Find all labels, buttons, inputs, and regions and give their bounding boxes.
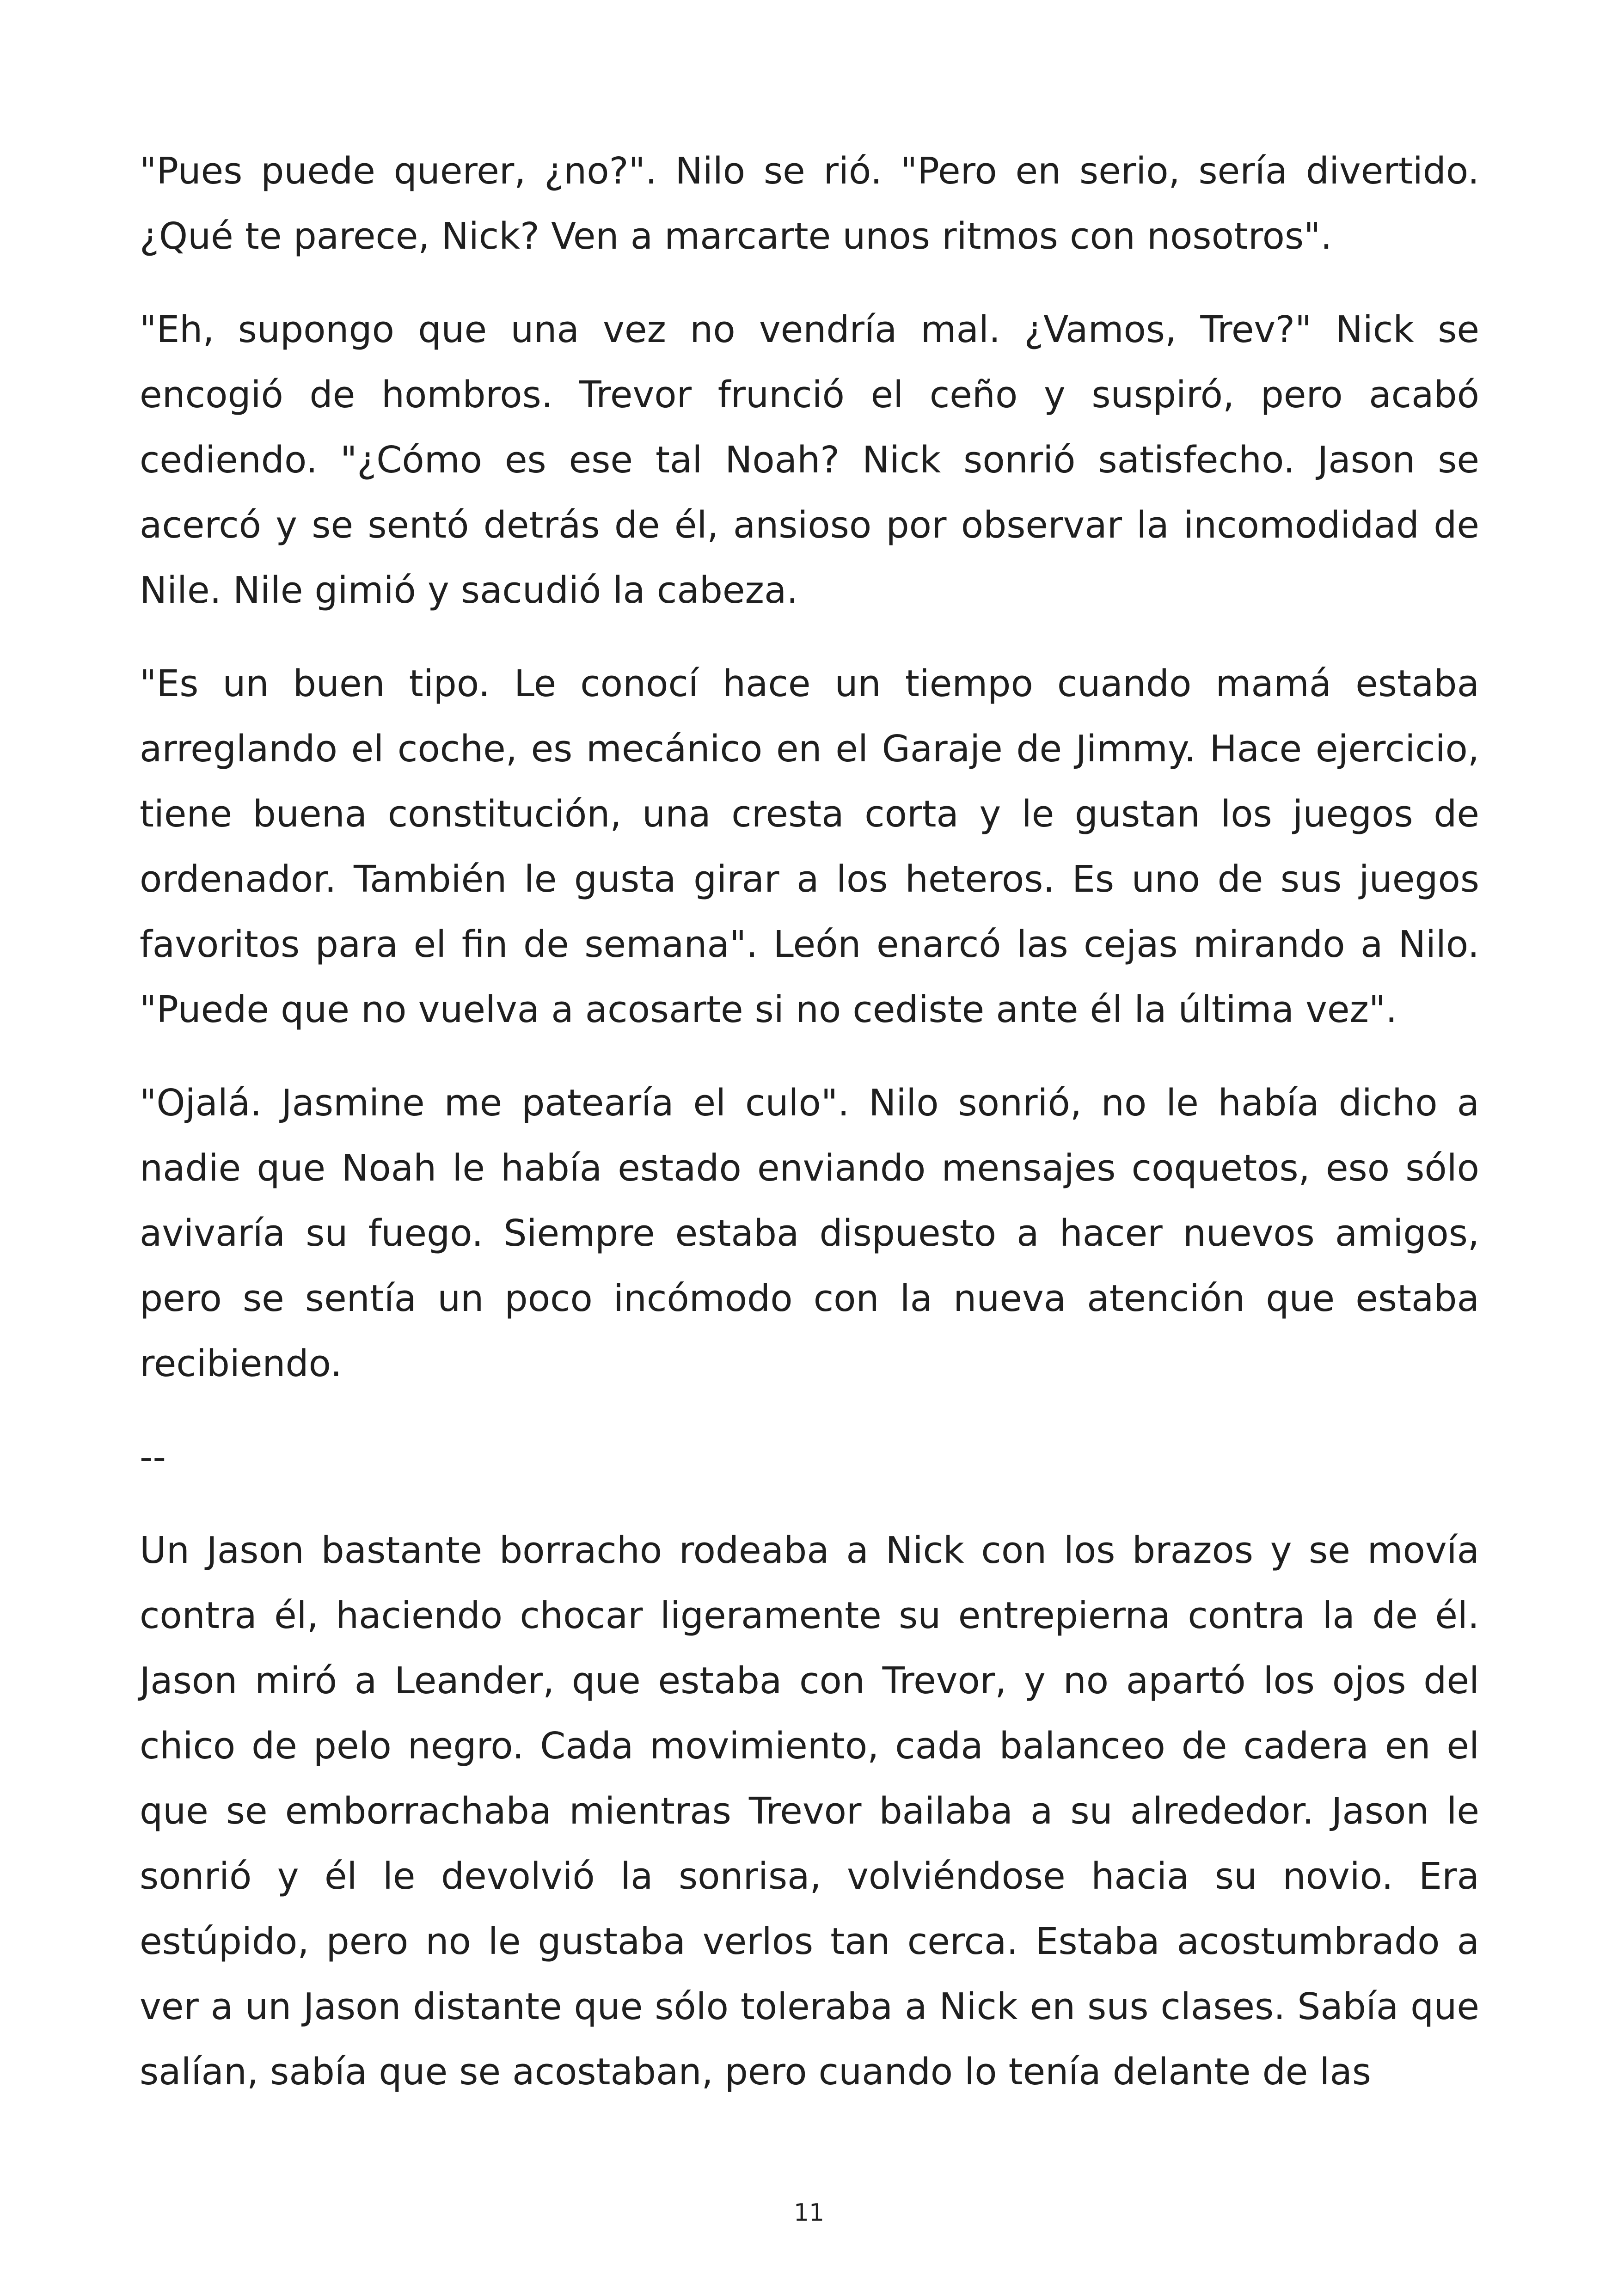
page-number: 11 — [793, 2199, 825, 2227]
paragraph-1: "Pues puede querer, ¿no?". Nilo se rió. "Pero en serio, sería divertido. ¿Qué te parece, Nick? Ven a marcarte unos ritmos con nosotros". — [140, 150, 1479, 257]
paragraph-5: Un Jason bastante borracho rodeaba a Nick con los brazos y se movía contra él, haciendo chocar ligeramente su entrepierna contra la de él. Jason miró a Leander, que estaba con Trevor, y no apartó los ojos del chico de pelo negro. Cada movimiento, cada balanceo de cadera en el que se emborrachaba mientras Trevor bailaba a su alrededor. Jason le sonrió y él le devolvió la sonrisa, volviéndose hacia su novio. Era estúpido, pero no le gustaba verlos tan cerca. Estaba acostumbrado a ver a un Jason distante que sólo toleraba a Nick en sus clases. Sabía que salían, sabía que se acostaban, pero cuando lo tenía delante de las — [140, 1529, 1479, 2093]
paragraph-4: "Ojalá. Jasmine me patearía el culo". Nilo sonrió, no le había dicho a nadie que Noah le había estado enviando mensajes coquetos, eso sólo avivaría su fuego. Siempre estaba dispuesto a hacer nuevos amigos, pero se sentía un poco incómodo con la nueva atención que estaba recibiendo. — [140, 1082, 1479, 1385]
paragraph-2: "Eh, supongo que una vez no vendría mal. ¿Vamos, Trev?" Nick se encogió de hombros. Trevor frunció el ceño y suspiró, pero acabó cediendo. "¿Cómo es ese tal Noah? Nick sonrió satisfecho. Jason se acercó y se sentó detrás de él, ansioso por observar la incomodidad de Nile. Nile gimió y sacudió la cabeza. — [140, 308, 1479, 612]
text-body — [140, 139, 1479, 2133]
scene-break: -- — [140, 1436, 166, 1478]
paragraph-3: "Es un buen tipo. Le conocí hace un tiempo cuando mamá estaba arreglando el coche, es mecánico en el Garaje de Jimmy. Hace ejercicio, tiene buena constitución, una cresta corta y le gustan los juegos de ordenador. También le gusta girar a los heteros. Es uno de sus juegos favoritos para el fin de semana". León enarcó las cejas mirando a Nilo. "Puede que no vuelva a acosarte si no cediste ante él la última vez". — [140, 662, 1479, 1031]
